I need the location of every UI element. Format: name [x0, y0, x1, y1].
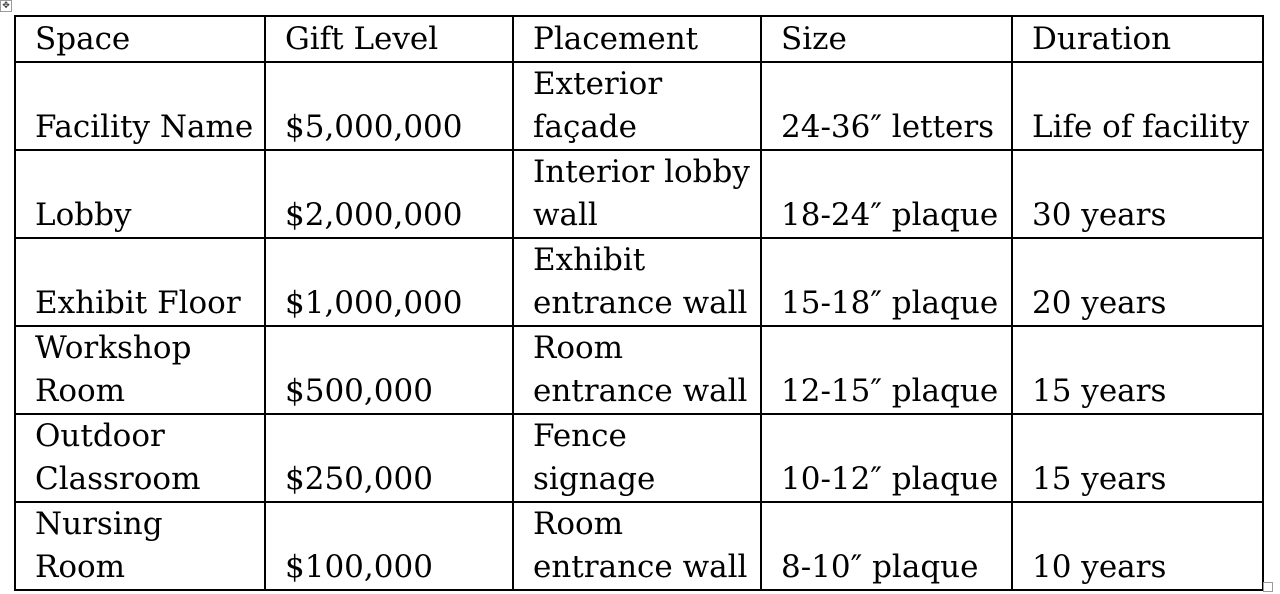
cell-gift-level[interactable]: [265, 326, 513, 414]
header-cell-gift-level[interactable]: [265, 16, 513, 62]
cell-text: 18-24″ plaque: [781, 197, 999, 233]
cell-text: 10-12″ plaque: [781, 461, 999, 497]
cell-text: $1,000,000: [285, 285, 463, 321]
cell-text: 30 years: [1032, 197, 1167, 233]
cell-size[interactable]: [761, 150, 1012, 238]
cell-text: 15 years: [1032, 461, 1167, 497]
cell-text: Room entrance wall: [533, 330, 748, 409]
cell-placement[interactable]: [513, 326, 761, 414]
cell-gift-level[interactable]: [265, 150, 513, 238]
table-move-handle-icon[interactable]: ✥: [0, 0, 12, 12]
table-resize-handle-icon[interactable]: [1263, 582, 1273, 592]
cell-text: Exhibit entrance wall: [533, 242, 748, 321]
cell-text: 12-15″ plaque: [781, 373, 999, 409]
cell-text: $2,000,000: [285, 197, 463, 233]
cell-size[interactable]: [761, 62, 1012, 150]
cell-gift-level[interactable]: [265, 238, 513, 326]
header-cell-duration[interactable]: [1012, 16, 1263, 62]
cell-space[interactable]: [15, 150, 265, 238]
cell-space[interactable]: [15, 502, 265, 590]
cell-text: Workshop Room: [35, 330, 192, 409]
cell-duration[interactable]: [1012, 502, 1263, 590]
cell-placement[interactable]: [513, 150, 761, 238]
header-label: Size: [781, 21, 847, 57]
cell-text: $250,000: [285, 461, 433, 497]
cell-size[interactable]: [761, 326, 1012, 414]
cell-duration[interactable]: [1012, 326, 1263, 414]
header-label: Space: [35, 21, 131, 57]
cell-text: 15 years: [1032, 373, 1167, 409]
cell-gift-level[interactable]: [265, 62, 513, 150]
cell-text: Fence signage: [533, 418, 656, 497]
table-row: [15, 414, 1263, 502]
cell-text: $100,000: [285, 549, 433, 585]
cell-text: Nursing Room: [35, 506, 163, 585]
cell-text: 24-36″ letters: [781, 109, 995, 145]
cell-text: Interior lobby wall: [533, 154, 750, 233]
cell-text: Exterior façade: [533, 66, 663, 145]
cell-text: 10 years: [1032, 549, 1167, 585]
table-row: [15, 238, 1263, 326]
cell-gift-level[interactable]: [265, 414, 513, 502]
table-row: [15, 150, 1263, 238]
header-label: Duration: [1032, 21, 1172, 57]
cell-duration[interactable]: [1012, 62, 1263, 150]
cell-text: $5,000,000: [285, 109, 463, 145]
header-label: Gift Level: [285, 21, 439, 57]
cell-duration[interactable]: [1012, 238, 1263, 326]
cell-text: 15-18″ plaque: [781, 285, 999, 321]
cell-text: Outdoor Classroom: [35, 418, 201, 497]
cell-text: 20 years: [1032, 285, 1167, 321]
cell-duration[interactable]: [1012, 414, 1263, 502]
header-cell-size[interactable]: [761, 16, 1012, 62]
cell-placement[interactable]: [513, 62, 761, 150]
cell-space[interactable]: [15, 238, 265, 326]
cell-space[interactable]: [15, 414, 265, 502]
cell-text: Room entrance wall: [533, 506, 748, 585]
cell-size[interactable]: [761, 238, 1012, 326]
cell-placement[interactable]: [513, 502, 761, 590]
header-cell-placement[interactable]: [513, 16, 761, 62]
header-label: Placement: [533, 21, 699, 57]
cell-size[interactable]: [761, 502, 1012, 590]
cell-text: Lobby: [35, 197, 132, 233]
cell-placement[interactable]: [513, 238, 761, 326]
cell-text: $500,000: [285, 373, 433, 409]
cell-space[interactable]: [15, 62, 265, 150]
cell-gift-level[interactable]: [265, 502, 513, 590]
cell-size[interactable]: [761, 414, 1012, 502]
cell-text: Facility Name: [35, 109, 254, 145]
table-row: [15, 326, 1263, 414]
table-header-row: [15, 16, 1263, 62]
cell-duration[interactable]: [1012, 150, 1263, 238]
cell-text: Exhibit Floor: [35, 285, 241, 321]
cell-space[interactable]: [15, 326, 265, 414]
cell-text: Life of facility: [1032, 109, 1250, 145]
cell-placement[interactable]: [513, 414, 761, 502]
header-cell-space[interactable]: [15, 16, 265, 62]
table-row: [15, 62, 1263, 150]
cell-text: 8-10″ plaque: [781, 549, 979, 585]
naming-opportunities-table: [14, 15, 1264, 591]
table-row: [15, 502, 1263, 590]
